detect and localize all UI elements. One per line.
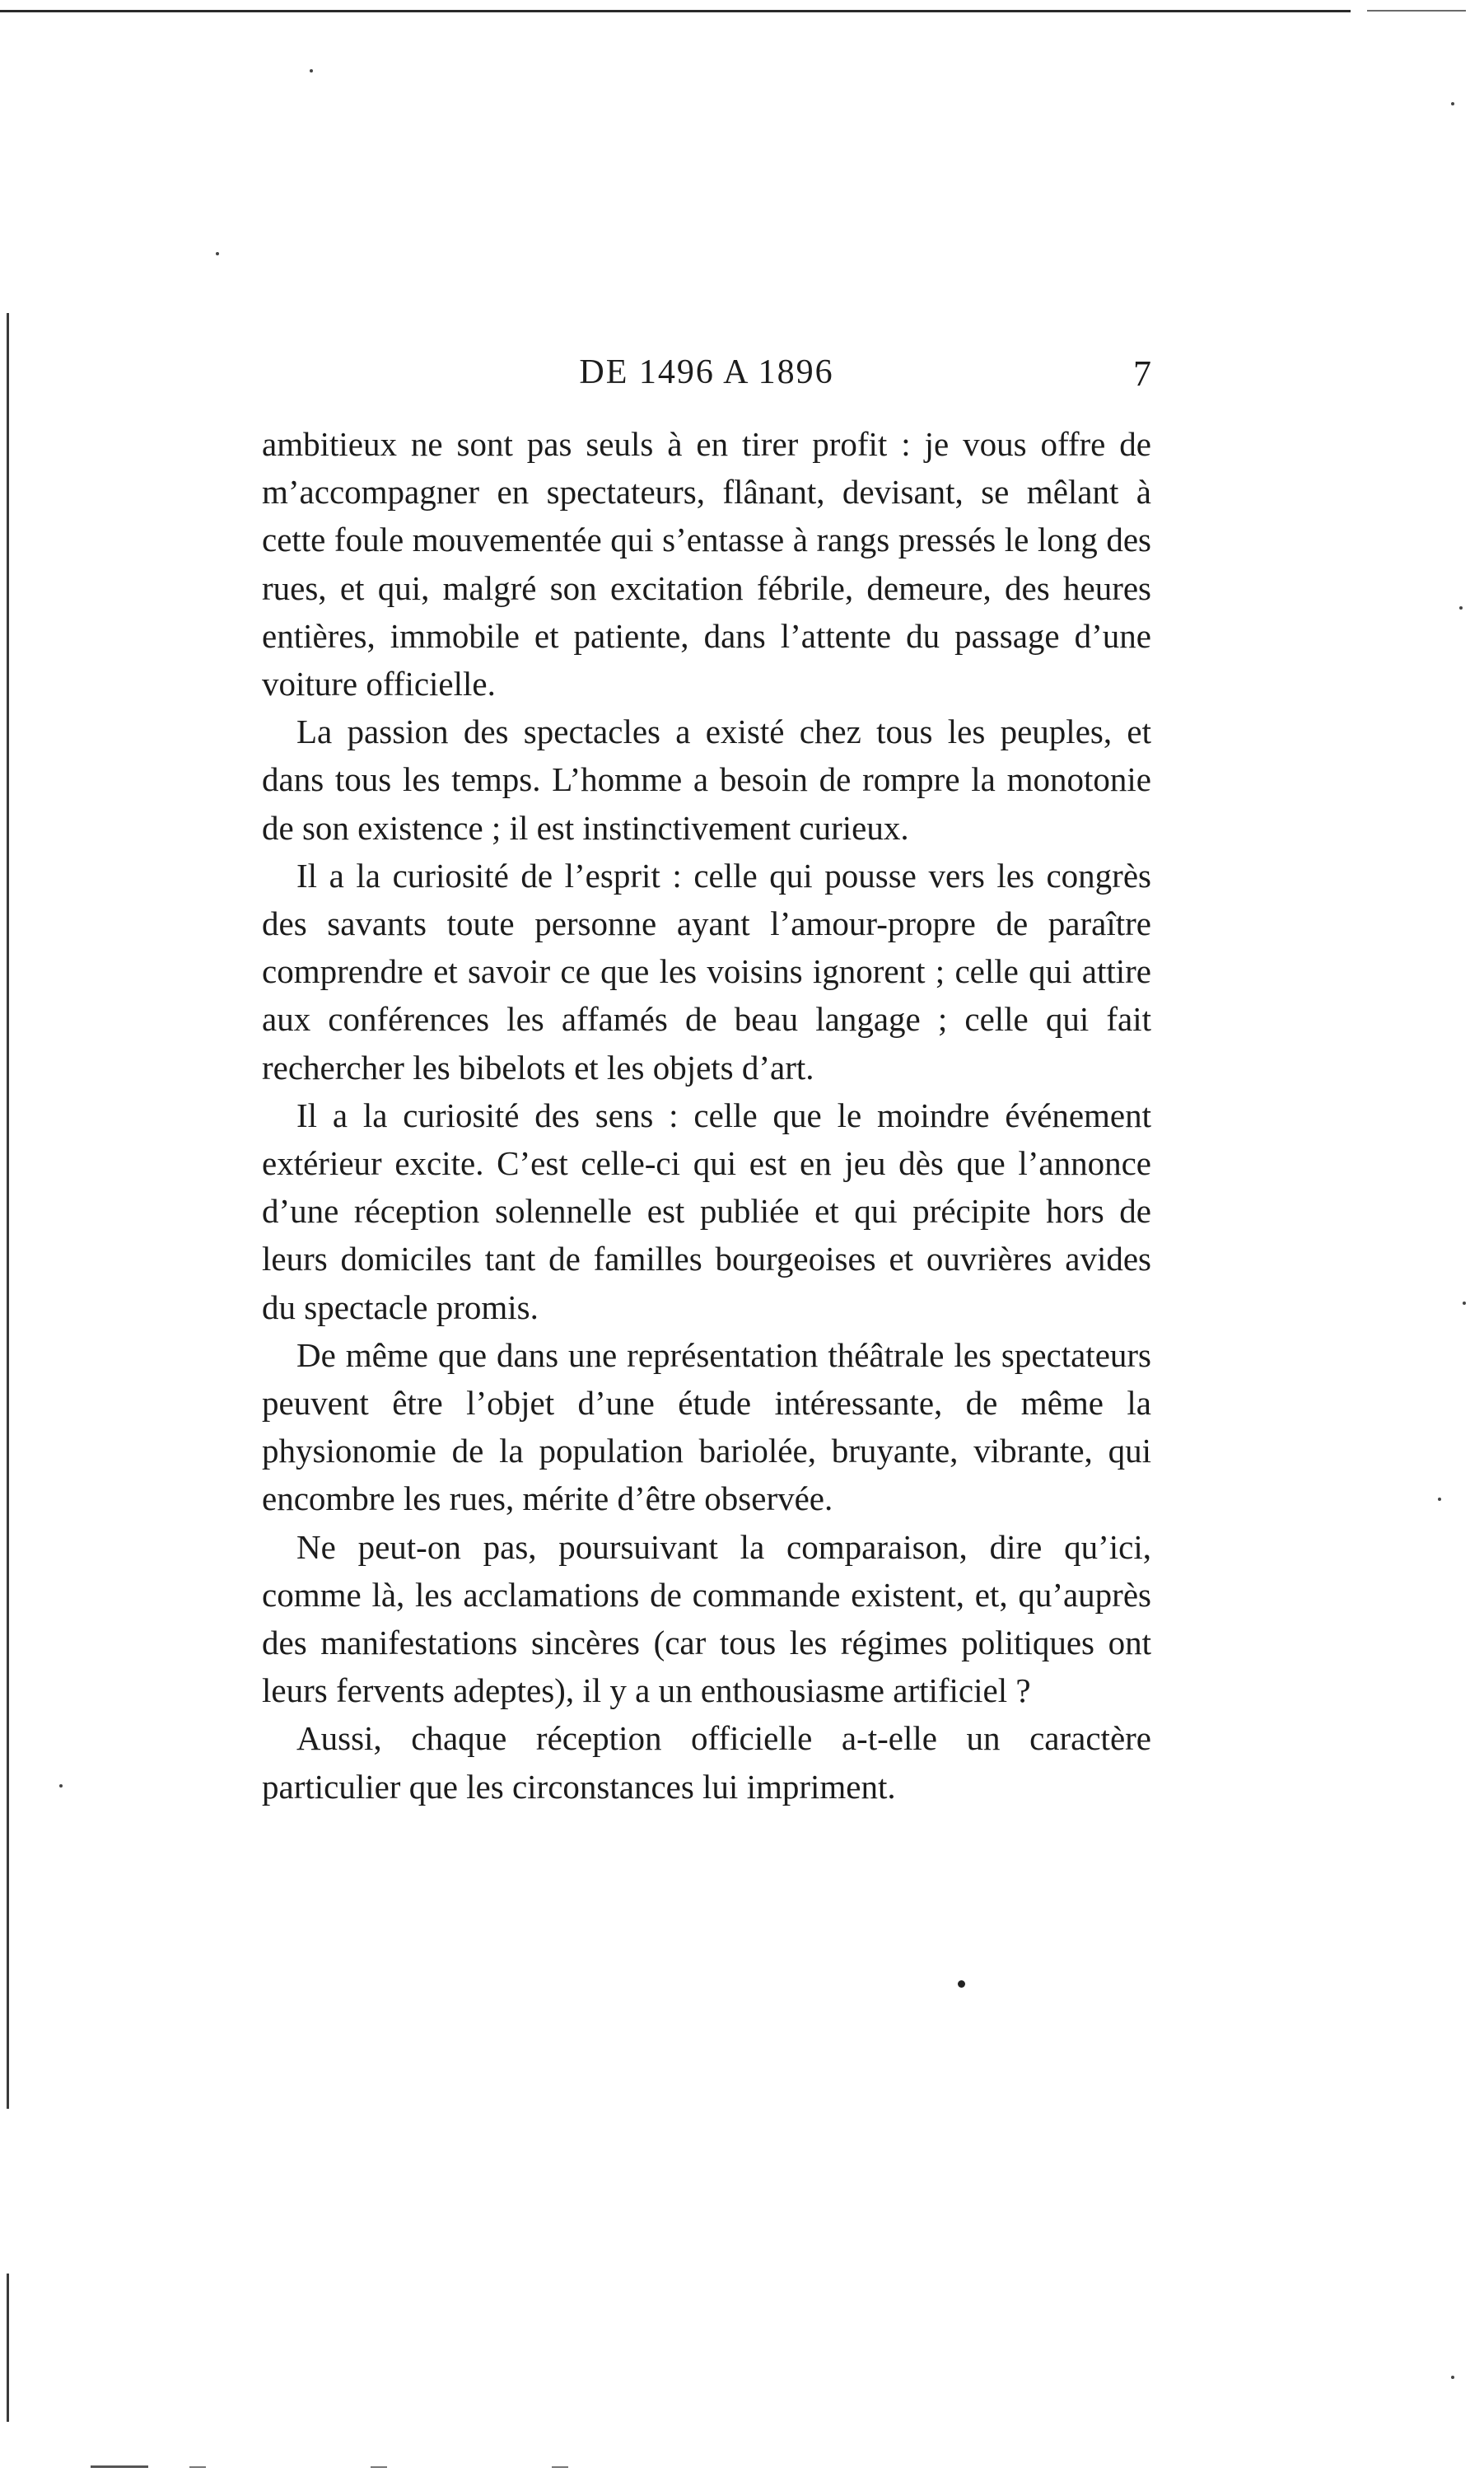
bottom-edge-dashes	[189, 2466, 618, 2468]
paper-speck	[59, 1784, 63, 1788]
paper-speck	[310, 69, 313, 72]
paper-speck	[1451, 2376, 1454, 2379]
left-edge-rule-lower	[7, 2274, 9, 2422]
paragraph: De même que dans une représentation théâtrale les spectateurs peuvent être l’objet d’une étude intéressante, de même la physionomie de la population bariolée, bruyante, vibrante, qui encombre les rues, mérite d’être observée.	[262, 1335, 1151, 1518]
paper-speck	[216, 252, 219, 255]
paragraph: La passion des spectacles a existé chez tous les peuples, et dans tous les temps. L’homme a besoin de rompre la monotonie de son existence ; il est instinctivement curieux.	[262, 713, 1151, 847]
body-text	[262, 420, 1151, 1811]
paragraph: Aussi, chaque réception officielle a-t-elle un caractère particulier que les circonstances lui impriment.	[262, 1719, 1151, 1806]
paragraph: Il a la curiosité de l’esprit : celle qui pousse vers les congrès des savants toute personne ayant l’amour-propre de paraître comprendre et savoir ce que les voisins ignorent ; celle qui attire aux conférences les affamés de beau langage ; celle qui fait rechercher les bibelots et les objets d’art.	[262, 856, 1151, 1087]
running-header	[262, 353, 1151, 402]
paragraph: Il a la curiosité des sens : celle que le moindre événement extérieur excite. C’est celle-ci qui est en jeu dès que l’annonce d’une réception solennelle est publiée et qui précipite hors de leurs domiciles tant de familles bourgeoises et ouvrières avides du spectacle promis.	[262, 1096, 1151, 1326]
paper-speck	[1463, 1302, 1466, 1305]
paper-speck	[1438, 1498, 1441, 1501]
paragraph: Ne peut-on pas, poursuivant la comparaison, dire qu’ici, comme là, les acclamations de commande existent, et, qu’auprès des manifestations sincères (car tous les régimes politiques ont leurs fervents adeptes), il y a un enthousiasme artificiel ?	[262, 1527, 1151, 1710]
running-title: DE 1496 A 1896	[579, 353, 834, 391]
top-edge-dash	[1367, 10, 1466, 12]
page-number: 7	[1133, 353, 1151, 394]
bottom-edge-rule	[91, 2465, 148, 2468]
end-mark	[958, 1980, 965, 1988]
paragraph: ambitieux ne sont pas seuls à en tirer profit : je vous offre de m’accompagner en spectateurs, flânant, devisant, se mêlant à cette foule mouvementée qui s’entasse à rangs pressés le long des rues, et qui, malgré son excitation fébrile, demeure, des heures entières, immobile et patiente, dans l’attente du passage d’une voiture officielle.	[262, 425, 1151, 703]
paper-speck	[1451, 102, 1454, 105]
paper-speck	[1459, 606, 1463, 610]
left-edge-rule	[7, 313, 9, 2109]
top-edge-rule	[0, 10, 1351, 12]
